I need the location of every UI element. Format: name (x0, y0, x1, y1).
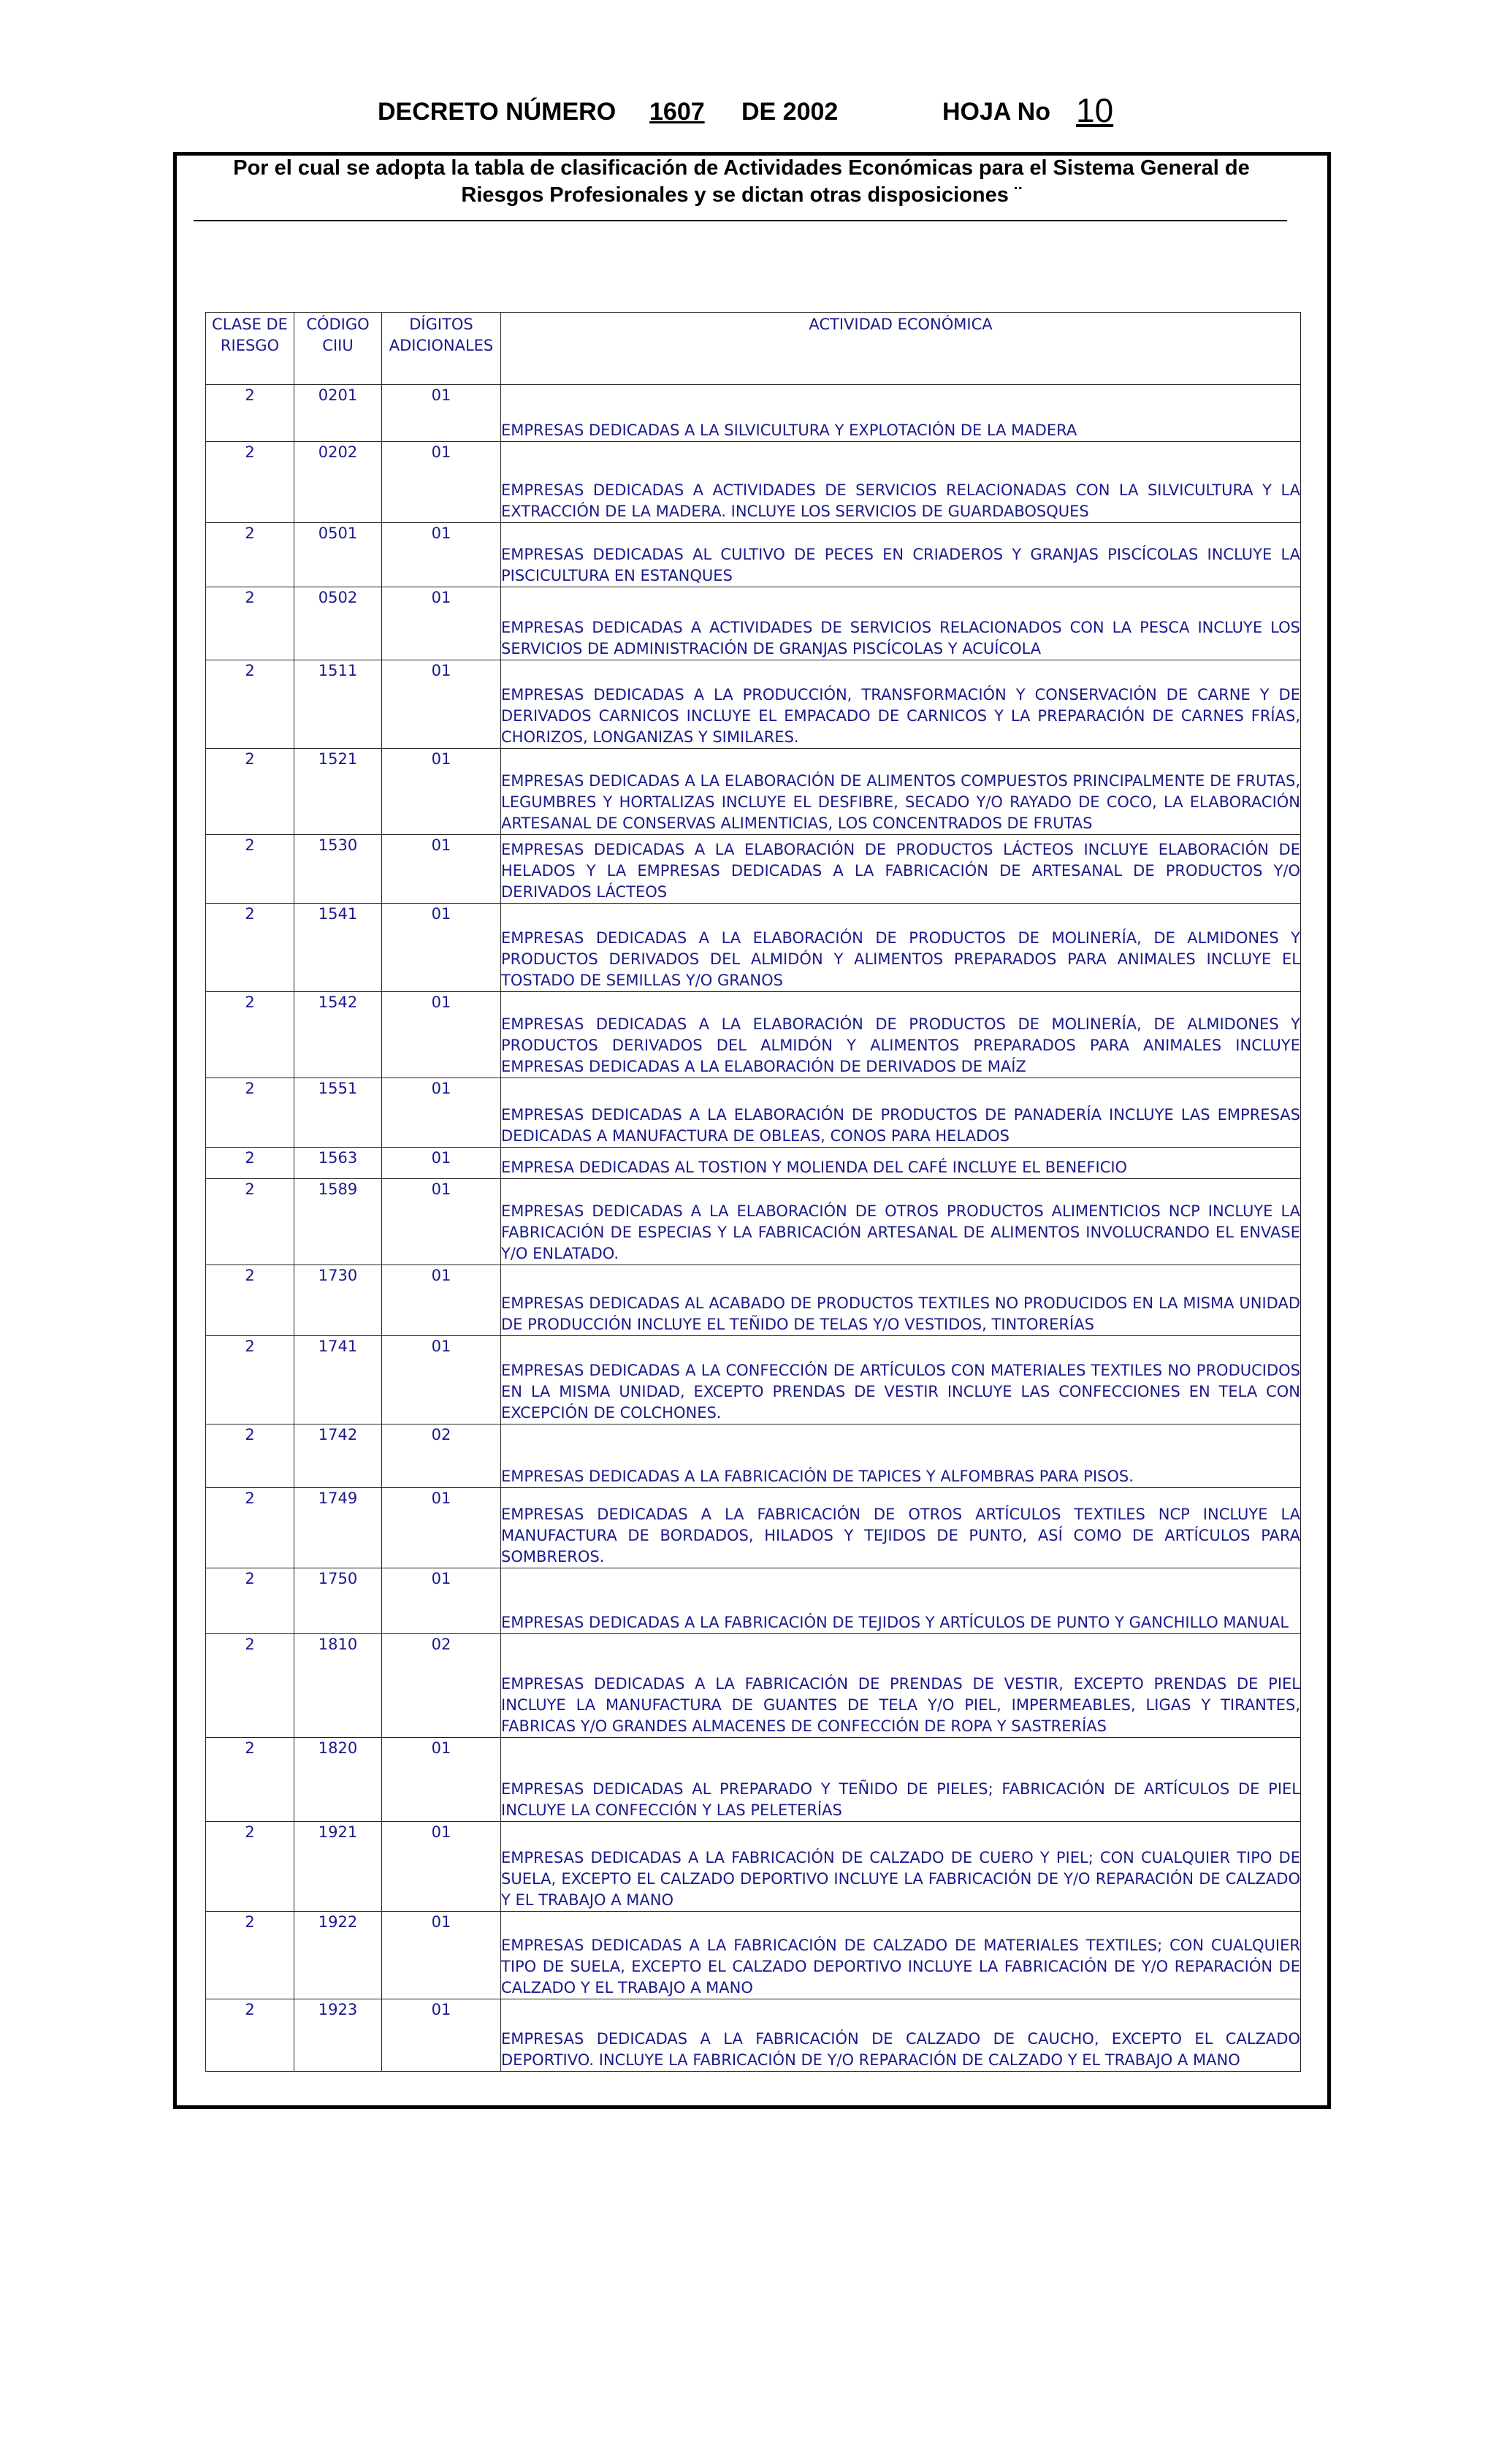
cell-digitos: 01 (382, 442, 501, 523)
table-row (206, 1424, 1301, 1488)
table-row (206, 1738, 1301, 1822)
cell-digitos: 01 (382, 1999, 501, 2072)
cell-codigo: 1750 (294, 1568, 382, 1634)
cell-digitos: 01 (382, 1488, 501, 1568)
table-row (206, 1488, 1301, 1568)
page-number: 10 (1076, 91, 1114, 129)
cell-codigo: 1551 (294, 1078, 382, 1148)
cell-codigo: 1542 (294, 992, 382, 1078)
cell-clase: 2 (206, 1148, 294, 1179)
cell-actividad: EMPRESAS DEDICADAS A LA CONFECCIÓN DE ARTÍCULOS CON MATERIALES TEXTILES NO PRODUCIDOS EN LA MISMA UNIDAD, EXCEPTO PRENDAS DE VESTIR INCLUYE LAS CONFECCIONES EN TELA CON EXCEPCIÓN DE COLCHONES. (501, 1336, 1301, 1424)
cell-digitos: 01 (382, 385, 501, 442)
cell-clase: 2 (206, 1078, 294, 1148)
decreto-year: DE 2002 (741, 98, 839, 126)
cell-digitos: 02 (382, 1634, 501, 1738)
table-row (206, 1078, 1301, 1148)
cell-codigo: 1541 (294, 904, 382, 992)
cell-codigo: 1810 (294, 1634, 382, 1738)
cell-actividad: EMPRESAS DEDICADAS AL ACABADO DE PRODUCTOS TEXTILES NO PRODUCIDOS EN LA MISMA UNIDAD DE PRODUCCIÓN INCLUYE EL TEÑIDO DE TELAS Y/O VESTIDOS, TINTORERÍAS (501, 1265, 1301, 1336)
table-row (206, 442, 1301, 523)
cell-codigo: 1921 (294, 1822, 382, 1912)
cell-digitos: 01 (382, 1568, 501, 1634)
cell-codigo: 1730 (294, 1265, 382, 1336)
table-row (206, 1568, 1301, 1634)
cell-codigo: 0201 (294, 385, 382, 442)
table-row (206, 1634, 1301, 1738)
cell-digitos: 01 (382, 1336, 501, 1424)
subtitle-line-1: Por el cual se adopta la tabla de clasificación de Actividades Económicas para el Sistema General de (233, 156, 1250, 180)
cell-actividad: EMPRESAS DEDICADAS AL CULTIVO DE PECES EN CRIADEROS Y GRANJAS PISCÍCOLAS INCLUYE LA PISCICULTURA EN ESTANQUES (501, 523, 1301, 587)
cell-actividad: EMPRESAS DEDICADAS AL PREPARADO Y TEÑIDO DE PIELES; FABRICACIÓN DE ARTÍCULOS DE PIEL INCLUYE LA CONFECCIÓN Y LAS PELETERÍAS (501, 1738, 1301, 1822)
cell-codigo: 1820 (294, 1738, 382, 1822)
cell-codigo: 0501 (294, 523, 382, 587)
decreto-number: 1607 (649, 98, 705, 126)
cell-digitos: 01 (382, 660, 501, 749)
table-row (206, 523, 1301, 587)
cell-clase: 2 (206, 835, 294, 904)
table-row (206, 749, 1301, 835)
cell-digitos: 01 (382, 749, 501, 835)
table-header-row (206, 313, 1301, 385)
cell-clase: 2 (206, 1336, 294, 1424)
cell-digitos: 01 (382, 1078, 501, 1148)
cell-actividad: EMPRESAS DEDICADAS A LA FABRICACIÓN DE OTROS ARTÍCULOS TEXTILES NCP INCLUYE LA MANUFACTURA DE BORDADOS, HILADOS Y TEJIDOS DE PUNTO, ASÍ COMO DE ARTÍCULOS PARA SOMBREROS. (501, 1488, 1301, 1568)
table-row (206, 1912, 1301, 1999)
cell-digitos: 01 (382, 1912, 501, 1999)
cell-codigo: 1922 (294, 1912, 382, 1999)
cell-clase: 2 (206, 1822, 294, 1912)
cell-actividad: EMPRESAS DEDICADAS A LA ELABORACIÓN DE PRODUCTOS DE MOLINERÍA, DE ALMIDONES Y PRODUCTOS DERIVADOS DEL ALMIDÓN Y ALIMENTOS PREPARADOS PARA ANIMALES INCLUYE EL TOSTADO DE SEMILLAS Y/O GRANOS (501, 904, 1301, 992)
cell-actividad: EMPRESAS DEDICADAS A LA PRODUCCIÓN, TRANSFORMACIÓN Y CONSERVACIÓN DE CARNE Y DE DERIVADOS CARNICOS INCLUYE EL EMPACADO DE CARNICOS Y LA PREPARACIÓN DE CARNES FRÍAS, CHORIZOS, LONGANIZAS Y SIMILARES. (501, 660, 1301, 749)
cell-clase: 2 (206, 1738, 294, 1822)
cell-clase: 2 (206, 385, 294, 442)
classification-table (205, 312, 1301, 2072)
cell-actividad: EMPRESAS DEDICADAS A LA FABRICACIÓN DE CALZADO DE CAUCHO, EXCEPTO EL CALZADO DEPORTIVO. INCLUYE LA FABRICACIÓN DE Y/O REPARACIÓN DE CALZADO Y EL TRABAJO A MANO (501, 1999, 1301, 2072)
col-header-actividad: ACTIVIDAD ECONÓMICA (501, 313, 1301, 385)
table-row (206, 1999, 1301, 2072)
cell-clase: 2 (206, 1999, 294, 2072)
table-row (206, 1148, 1301, 1179)
cell-clase: 2 (206, 904, 294, 992)
table-row (206, 835, 1301, 904)
table-row (206, 992, 1301, 1078)
cell-clase: 2 (206, 1912, 294, 1999)
cell-digitos: 01 (382, 523, 501, 587)
cell-actividad: EMPRESAS DEDICADAS A LA SILVICULTURA Y EXPLOTACIÓN DE LA MADERA (501, 385, 1301, 442)
cell-digitos: 01 (382, 1179, 501, 1265)
cell-codigo: 1923 (294, 1999, 382, 2072)
cell-actividad: EMPRESAS DEDICADAS A LA FABRICACIÓN DE CALZADO DE CUERO Y PIEL; CON CUALQUIER TIPO DE SUELA, EXCEPTO EL CALZADO DEPORTIVO INCLUYE LA FABRICACIÓN DE Y/O REPARACIÓN DE CALZADO Y EL TRABAJO A MANO (501, 1822, 1301, 1912)
table-body (206, 385, 1301, 2072)
cell-actividad: EMPRESAS DEDICADAS A LA ELABORACIÓN DE OTROS PRODUCTOS ALIMENTICIOS NCP INCLUYE LA FABRICACIÓN DE ESPECIAS Y LA FABRICACIÓN ARTESANAL DE ALIMENTOS INVOLUCRANDO EL ENVASE Y/O ENLATADO. (501, 1179, 1301, 1265)
cell-clase: 2 (206, 1634, 294, 1738)
cell-codigo: 1521 (294, 749, 382, 835)
subtitle-divider (194, 220, 1287, 221)
cell-clase: 2 (206, 660, 294, 749)
cell-actividad: EMPRESA DEDICADAS AL TOSTION Y MOLIENDA DEL CAFÉ INCLUYE EL BENEFICIO (501, 1148, 1301, 1179)
table-row (206, 1336, 1301, 1424)
col-header-codigo: CÓDIGO CIIU (294, 313, 382, 385)
cell-codigo: 1749 (294, 1488, 382, 1568)
cell-actividad: EMPRESAS DEDICADAS A ACTIVIDADES DE SERVICIOS RELACIONADOS CON LA PESCA INCLUYE LOS SERVICIOS DE ADMINISTRACIÓN DE GRANJAS PISCÍCOLAS Y ACUÍCOLA (501, 587, 1301, 660)
cell-clase: 2 (206, 749, 294, 835)
cell-codigo: 1563 (294, 1148, 382, 1179)
table-row (206, 385, 1301, 442)
cell-clase: 2 (206, 992, 294, 1078)
cell-clase: 2 (206, 1488, 294, 1568)
cell-actividad: EMPRESAS DEDICADAS A LA ELABORACIÓN DE PRODUCTOS LÁCTEOS INCLUYE ELABORACIÓN DE HELADOS Y LA EMPRESAS DEDICADAS A LA FABRICACIÓN DE ARTESANAL DE PRODUCTOS Y/O DERIVADOS LÁCTEOS (501, 835, 1301, 904)
cell-actividad: EMPRESAS DEDICADAS A LA FABRICACIÓN DE PRENDAS DE VESTIR, EXCEPTO PRENDAS DE PIEL INCLUYE LA MANUFACTURA DE GUANTES DE TELA Y/O PIEL, IMPERMEABLES, LIGAS Y TIRANTES, FABRICAS Y/O GRANDES ALMACENES DE CONFECCIÓN DE ROPA Y SASTRERÍAS (501, 1634, 1301, 1738)
cell-clase: 2 (206, 523, 294, 587)
cell-codigo: 1589 (294, 1179, 382, 1265)
cell-clase: 2 (206, 1179, 294, 1265)
table-row (206, 1265, 1301, 1336)
cell-digitos: 01 (382, 904, 501, 992)
cell-digitos: 01 (382, 835, 501, 904)
subtitle-line-2: Riesgos Profesionales y se dictan otras disposiciones ¨ (461, 183, 1022, 207)
cell-actividad: EMPRESAS DEDICADAS A LA ELABORACIÓN DE PRODUCTOS DE MOLINERÍA, DE ALMIDONES Y PRODUCTOS DERIVADOS DEL ALMIDÓN Y ALIMENTOS PREPARADOS PARA ANIMALES INCLUYE EMPRESAS DEDICADAS A LA ELABORACIÓN DE DERIVADOS DE MAÍZ (501, 992, 1301, 1078)
cell-actividad: EMPRESAS DEDICADAS A LA FABRICACIÓN DE CALZADO DE MATERIALES TEXTILES; CON CUALQUIER TIPO DE SUELA, EXCEPTO EL CALZADO DEPORTIVO INCLUYE LA FABRICACIÓN DE Y/O REPARACIÓN DE CALZADO Y EL TRABAJO A MANO (501, 1912, 1301, 1999)
cell-codigo: 0202 (294, 442, 382, 523)
cell-clase: 2 (206, 587, 294, 660)
cell-clase: 2 (206, 1265, 294, 1336)
cell-actividad: EMPRESAS DEDICADAS A ACTIVIDADES DE SERVICIOS RELACIONADAS CON LA SILVICULTURA Y LA EXTRACCIÓN DE LA MADERA. INCLUYE LOS SERVICIOS DE GUARDABOSQUES (501, 442, 1301, 523)
table-row (206, 660, 1301, 749)
cell-clase: 2 (206, 1424, 294, 1488)
table-row (206, 1179, 1301, 1265)
col-header-digitos: DÍGITOS ADICIONALES (382, 313, 501, 385)
cell-digitos: 01 (382, 992, 501, 1078)
col-header-clase: CLASE DE RIESGO (206, 313, 294, 385)
cell-actividad: EMPRESAS DEDICADAS A LA FABRICACIÓN DE TAPICES Y ALFOMBRAS PARA PISOS. (501, 1424, 1301, 1488)
cell-actividad: EMPRESAS DEDICADAS A LA ELABORACIÓN DE PRODUCTOS DE PANADERÍA INCLUYE LAS EMPRESAS DEDICADAS A MANUFACTURA DE OBLEAS, CONOS PARA HELADOS (501, 1078, 1301, 1148)
cell-actividad: EMPRESAS DEDICADAS A LA FABRICACIÓN DE TEJIDOS Y ARTÍCULOS DE PUNTO Y GANCHILLO MANUAL (501, 1568, 1301, 1634)
decreto-label: DECRETO NÚMERO (378, 98, 617, 126)
cell-codigo: 1530 (294, 835, 382, 904)
table-row (206, 904, 1301, 992)
cell-digitos: 01 (382, 1265, 501, 1336)
document-header (0, 92, 1496, 136)
cell-digitos: 01 (382, 1822, 501, 1912)
cell-digitos: 01 (382, 1148, 501, 1179)
cell-clase: 2 (206, 442, 294, 523)
cell-codigo: 1741 (294, 1336, 382, 1424)
document-subtitle (194, 155, 1289, 209)
cell-codigo: 1742 (294, 1424, 382, 1488)
table-row (206, 587, 1301, 660)
cell-actividad: EMPRESAS DEDICADAS A LA ELABORACIÓN DE ALIMENTOS COMPUESTOS PRINCIPALMENTE DE FRUTAS, LEGUMBRES Y HORTALIZAS INCLUYE EL DESFIBRE, SECADO Y/O RAYADO DE COCO, LA ELABORACIÓN ARTESANAL DE CONSERVAS ALIMENTICIAS, LOS CONCENTRADOS DE FRUTAS (501, 749, 1301, 835)
cell-digitos: 02 (382, 1424, 501, 1488)
cell-digitos: 01 (382, 587, 501, 660)
cell-codigo: 0502 (294, 587, 382, 660)
cell-digitos: 01 (382, 1738, 501, 1822)
hoja-label: HOJA No (942, 98, 1050, 126)
cell-codigo: 1511 (294, 660, 382, 749)
cell-clase: 2 (206, 1568, 294, 1634)
table-row (206, 1822, 1301, 1912)
